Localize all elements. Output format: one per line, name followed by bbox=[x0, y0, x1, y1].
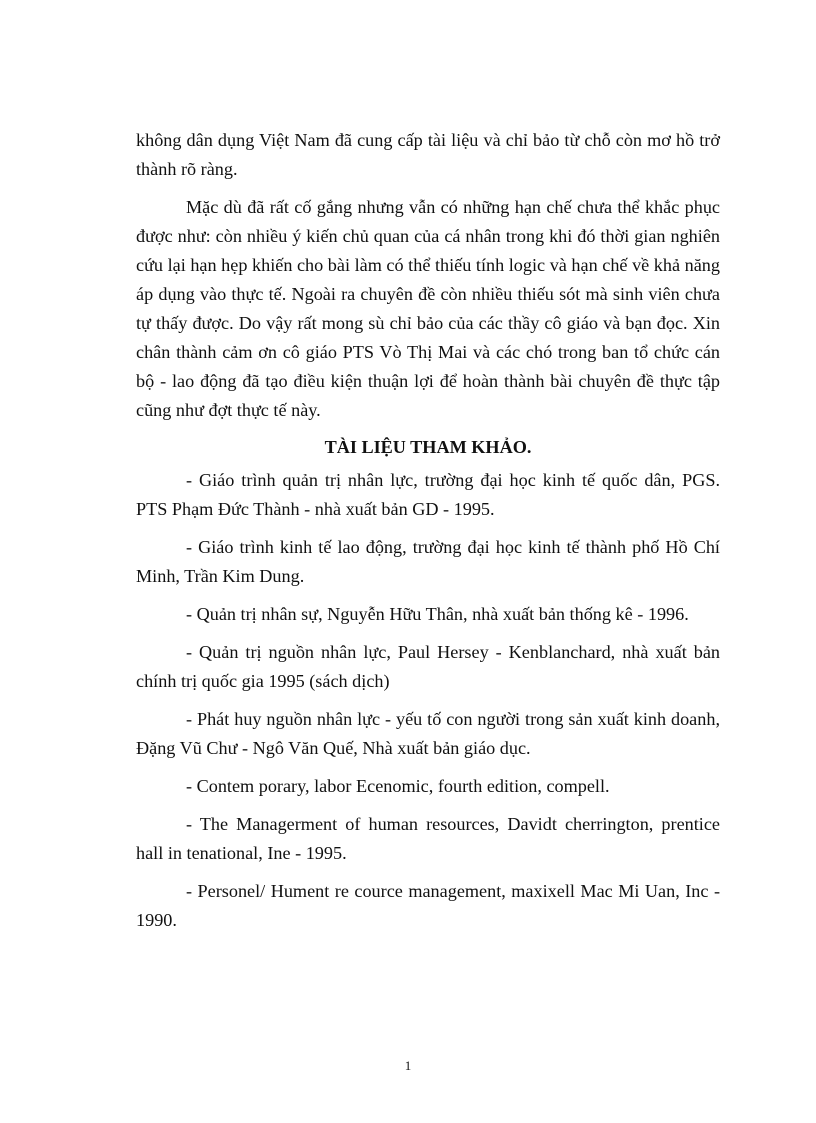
paragraph-acknowledgement: Mặc dù đã rất cố gắng nhưng vẫn có những hạn chế chưa thể khắc phục được như: còn nhiều ý kiến chủ quan của cá nhân trong khi đó thời gian nghiên cứu lại hạn hẹp khiến cho bài làm có thể thiếu tính logic và hạn chế về khả năng áp dụng vào thực tế. Ngoài ra chuyên đề còn nhiều thiếu sót mà sinh viên chưa tự thấy được. Do vậy rất mong sù chỉ bảo của các thầy cô giáo và bạn đọc. Xin chân thành cảm ơn cô giáo PTS Vò Thị Mai và các chó trong ban tổ chức cán bộ - lao động đã tạo điều kiện thuận lợi để hoàn thành bài chuyên đề thực tập cũng như đợt thực tế này. bbox=[136, 197, 720, 420]
reference-item: - Phát huy nguồn nhân lực - yếu tố con người trong sản xuất kinh doanh, Đặng Vũ Chư - Ngô Văn Quế, Nhà xuất bản giáo dục. bbox=[136, 709, 720, 758]
document-page bbox=[136, 126, 720, 935]
reference-item: - The Managerment of human resources, Davidt cherrington, prentice hall in tenational, Ine - 1995. bbox=[136, 814, 720, 863]
reference-item: - Contem porary, labor Ecenomic, fourth edition, compell. bbox=[186, 776, 610, 796]
reference-item: - Personel/ Hument re cource management, maxixell Mac Mi Uan, Inc - 1990. bbox=[136, 881, 720, 930]
reference-item: - Giáo trình kinh tế lao động, trường đại học kinh tế thành phố Hồ Chí Minh, Trần Kim Dung. bbox=[136, 537, 720, 586]
paragraph-continuation: không dân dụng Việt Nam đã cung cấp tài liệu và chỉ bảo từ chỗ còn mơ hồ trở thành rõ ràng. bbox=[136, 130, 720, 179]
references-heading: TÀI LIỆU THAM KHẢO. bbox=[324, 437, 532, 457]
reference-item: - Quản trị nhân sự, Nguyễn Hữu Thân, nhà xuất bản thống kê - 1996. bbox=[186, 604, 689, 624]
reference-item: - Giáo trình quản trị nhân lực, trường đại học kinh tế quốc dân, PGS. PTS Phạm Đức Thành - nhà xuất bản GD - 1995. bbox=[136, 470, 720, 519]
page-number: 1 bbox=[404, 1058, 412, 1073]
reference-item: - Quản trị nguồn nhân lực, Paul Hersey - Kenblanchard, nhà xuất bản chính trị quốc gia 1995 (sách dịch) bbox=[136, 642, 720, 691]
